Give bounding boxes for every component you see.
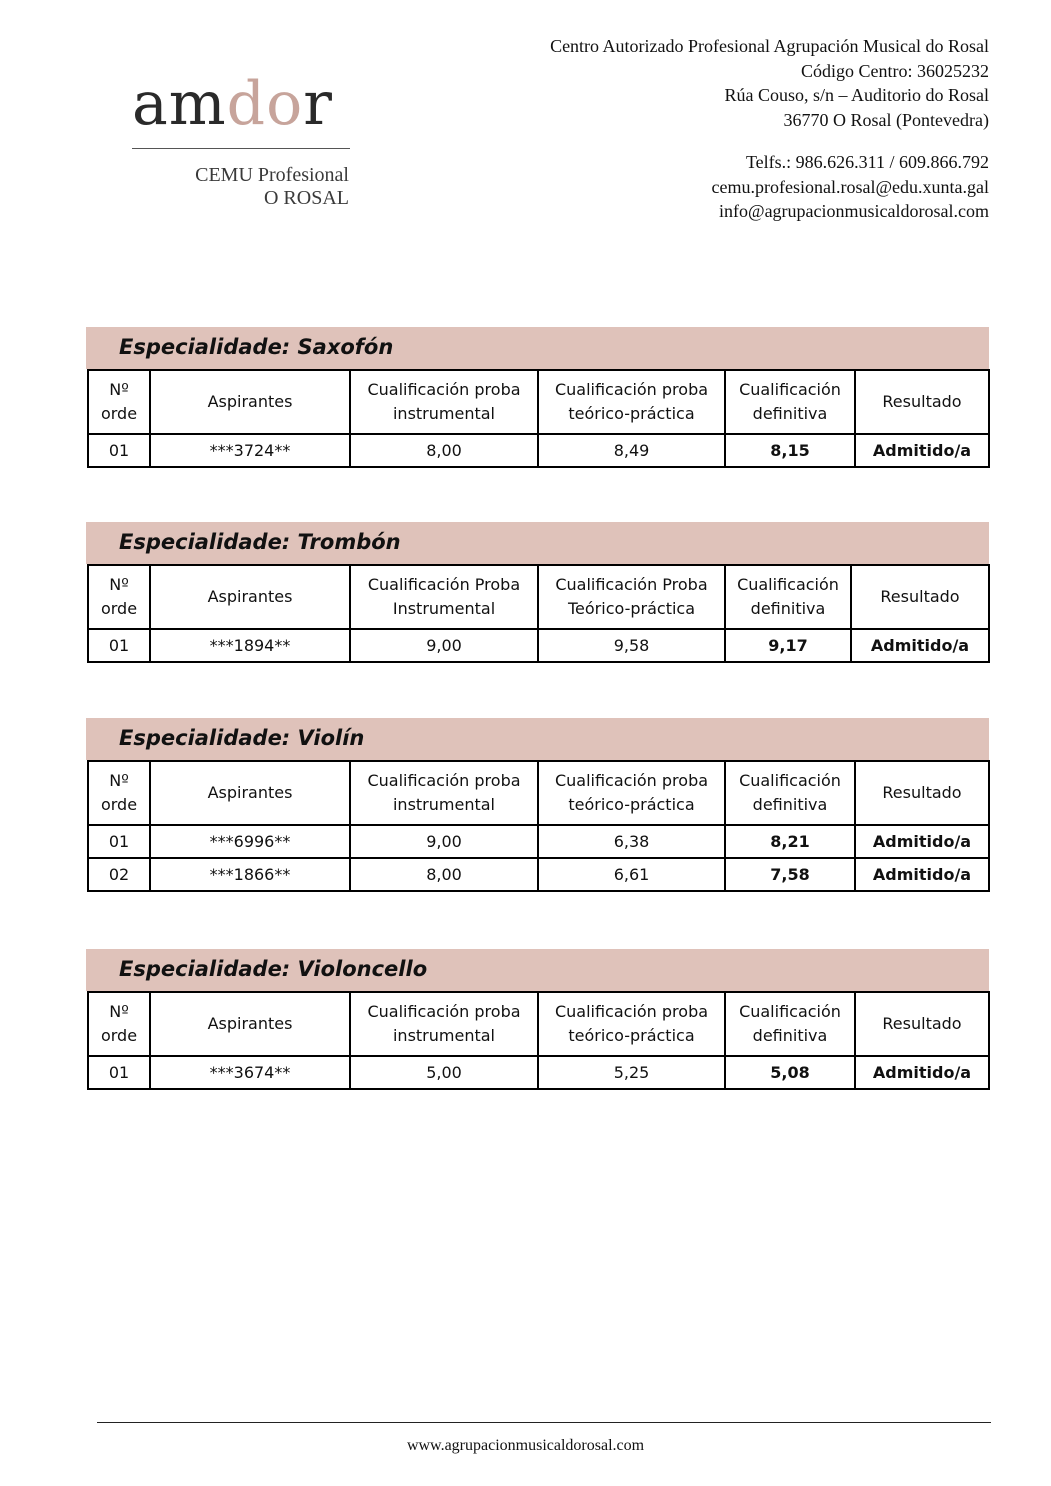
footer-website-link[interactable]: www.agrupacionmusicaldorosal.com — [406, 1437, 645, 1454]
cell-result: Admitido/a — [855, 434, 989, 467]
col-header-result: Resultado — [855, 761, 989, 825]
contact-block — [550, 34, 989, 224]
col-header-applicants: Aspirantes — [150, 761, 350, 825]
col-header-theory: Cualificación proba teórico-práctica — [538, 370, 725, 434]
cell-instrumental: 5,00 — [350, 1056, 538, 1089]
contact-line: Rúa Couso, s/n – Auditorio do Rosal — [724, 85, 989, 105]
cell-order: 01 — [88, 629, 150, 662]
cell-order: 01 — [88, 434, 150, 467]
section-title: Especialidade: Violín — [86, 718, 989, 760]
contact-line: Centro Autorizado Profesional Agrupación Musical do Rosal — [550, 36, 989, 56]
section-title: Especialidade: Violoncello — [86, 949, 989, 991]
contact-email: info@agrupacionmusicaldorosal.com — [719, 201, 989, 221]
contact-line: Código Centro: 36025232 — [801, 60, 989, 81]
cell-instrumental: 9,00 — [350, 825, 538, 858]
results-table — [87, 369, 990, 468]
section-trombon — [86, 522, 989, 663]
section-violoncello — [86, 949, 989, 1090]
table-row — [88, 1056, 989, 1089]
col-header-theory: Cualificación proba teórico-práctica — [538, 992, 725, 1056]
col-header-order: Nº orde — [88, 370, 150, 434]
col-header-order: Nº orde — [88, 761, 150, 825]
section-title: Especialidade: Trombón — [86, 522, 989, 564]
footer-divider — [97, 1422, 991, 1423]
table-header-row — [88, 565, 989, 629]
cell-applicant: ***1866** — [150, 858, 350, 891]
contact-email: cemu.profesional.rosal@edu.xunta.gal — [711, 176, 989, 197]
contact-phones: Telfs.: 986.626.311 / 609.866.792 — [745, 152, 989, 172]
cell-applicant: ***3674** — [150, 1056, 350, 1089]
logo-divider — [132, 148, 350, 149]
cell-final: 7,58 — [725, 858, 855, 891]
col-header-theory: Cualificación proba teórico-práctica — [538, 761, 725, 825]
logo — [132, 69, 362, 209]
col-header-result: Resultado — [851, 565, 989, 629]
col-header-instrumental: Cualificación proba instrumental — [350, 992, 538, 1056]
cell-theory: 9,58 — [538, 629, 725, 662]
results-table — [87, 564, 990, 663]
col-header-order: Nº orde — [88, 565, 150, 629]
col-header-final: Cualificación definitiva — [725, 992, 855, 1056]
cell-instrumental: 9,00 — [350, 629, 538, 662]
section-saxofon — [86, 327, 989, 468]
cell-final: 8,21 — [725, 825, 855, 858]
section-violin — [86, 718, 989, 892]
contact-line: 36770 O Rosal (Pontevedra) — [783, 109, 989, 130]
col-header-final: Cualificación definitiva — [725, 761, 855, 825]
cell-order: 02 — [88, 858, 150, 891]
col-header-final: Cualificación definitiva — [725, 370, 855, 434]
cell-applicant: ***6996** — [150, 825, 350, 858]
logo-accent: do — [226, 69, 304, 139]
cell-final: 9,17 — [725, 629, 851, 662]
table-header-row — [88, 370, 989, 434]
table-row — [88, 825, 989, 858]
cell-order: 01 — [88, 825, 150, 858]
table-row — [88, 858, 989, 891]
col-header-instrumental: Cualificación Proba Instrumental — [350, 565, 538, 629]
cell-applicant: ***3724** — [150, 434, 350, 467]
cell-instrumental: 8,00 — [350, 434, 538, 467]
cell-order: 01 — [88, 1056, 150, 1089]
results-table — [87, 760, 990, 892]
logo-wordmark: amdor — [132, 69, 333, 139]
col-header-result: Resultado — [855, 370, 989, 434]
cell-result: Admitido/a — [855, 858, 989, 891]
cell-result: Admitido/a — [855, 1056, 989, 1089]
col-header-instrumental: Cualificación proba instrumental — [350, 370, 538, 434]
table-header-row — [88, 761, 989, 825]
col-header-result: Resultado — [855, 992, 989, 1056]
table-header-row — [88, 992, 989, 1056]
cell-result: Admitido/a — [851, 629, 989, 662]
cell-final: 8,15 — [725, 434, 855, 467]
col-header-order: Nº orde — [88, 992, 150, 1056]
cell-theory: 6,38 — [538, 825, 725, 858]
results-table — [87, 991, 990, 1090]
table-row — [88, 434, 989, 467]
col-header-applicants: Aspirantes — [150, 992, 350, 1056]
section-title: Especialidade: Saxofón — [86, 327, 989, 369]
cell-result: Admitido/a — [855, 825, 989, 858]
col-header-final: Cualificación definitiva — [725, 565, 851, 629]
cell-instrumental: 8,00 — [350, 858, 538, 891]
col-header-applicants: Aspirantes — [150, 565, 350, 629]
cell-theory: 6,61 — [538, 858, 725, 891]
col-header-applicants: Aspirantes — [150, 370, 350, 434]
cell-applicant: ***1894** — [150, 629, 350, 662]
cell-theory: 5,25 — [538, 1056, 725, 1089]
cell-theory: 8,49 — [538, 434, 725, 467]
col-header-theory: Cualificación Proba Teórico-práctica — [538, 565, 725, 629]
col-header-instrumental: Cualificación proba instrumental — [350, 761, 538, 825]
table-row — [88, 629, 989, 662]
cell-final: 5,08 — [725, 1056, 855, 1089]
logo-subtitle: CEMU Profesional O ROSAL — [195, 164, 349, 209]
